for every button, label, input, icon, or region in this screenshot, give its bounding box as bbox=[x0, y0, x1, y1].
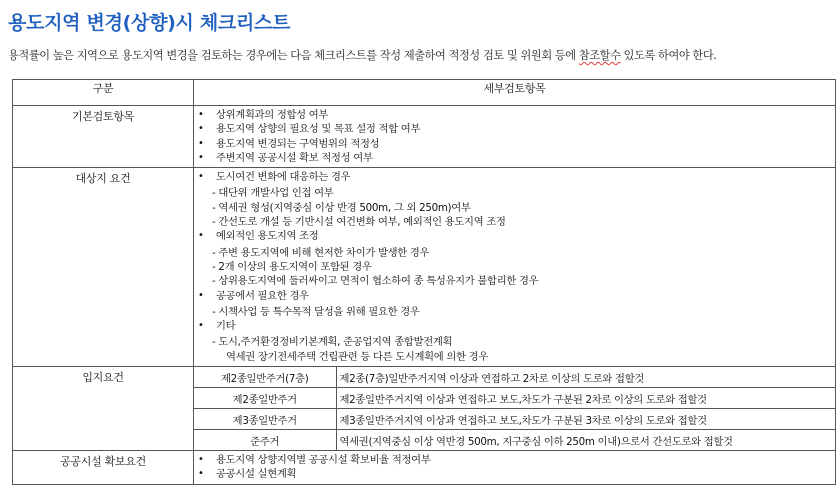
zone-description: 역세권(지역중심 이상 역반경 500m, 지구중심 이하 250m 이내)으로서 간선도로와 접할것 bbox=[336, 430, 835, 451]
header-details: 세부검토항목 bbox=[194, 80, 836, 106]
sub-item: - 대단위 개발사업 인접 여부 bbox=[212, 187, 334, 200]
row-public-facilities bbox=[13, 451, 836, 485]
table-row bbox=[194, 430, 835, 451]
zone-subtable bbox=[194, 367, 835, 450]
sub-item: - 주변 용도지역에 비해 현저한 차이가 발생한 경우 bbox=[212, 246, 430, 259]
category-public-facilities: 공공시설 확보요건 bbox=[13, 451, 194, 485]
category-basic-review: 기본검토항목 bbox=[13, 106, 194, 168]
intro-text-start: 용적률이 높은 지역으로 용도지역 변경을 검토하는 경우에는 다음 체크리스트를 작성 제출하여 적정성 검토 및 위원회 등에 bbox=[8, 49, 579, 62]
row-target-requirements bbox=[13, 168, 836, 367]
row-location-requirements bbox=[13, 367, 836, 451]
list-item: • 상위계획과의 정합성 여부 bbox=[216, 108, 835, 122]
page-title: 용도지역 변경(상향)시 체크리스트 bbox=[8, 12, 291, 34]
list-item: • 기타 bbox=[216, 319, 835, 333]
checklist-table bbox=[12, 79, 836, 485]
sub-item: - 시책사업 등 특수목적 달성을 위해 필요한 경우 bbox=[212, 305, 420, 318]
details-basic-review bbox=[194, 106, 836, 168]
list-item: • 용도지역 상향의 필요성 및 목표 설정 적합 여부 bbox=[216, 122, 835, 136]
intro-text-end: 있도록 하여야 한다. bbox=[620, 49, 717, 62]
sub-item: - 2개 이상의 용도지역이 포함된 경우 bbox=[212, 260, 372, 273]
zone-description: 제2종일반주거지역 이상과 연접하고 보도,차도가 구분된 2차로 이상의 도로와 접할것 bbox=[336, 388, 835, 409]
intro-marked-word: 참조할수 bbox=[578, 49, 621, 62]
zone-name: 제2종일반주거 bbox=[194, 388, 336, 409]
table-header-row bbox=[13, 80, 836, 106]
category-location-requirements: 입지요건 bbox=[13, 367, 194, 451]
list-item: • 주변지역 공공시설 확보 적정성 여부 bbox=[216, 151, 835, 165]
sub-item: - 역세권 형성(지역중심 이상 반경 500m, 그 외 250m)여부 bbox=[212, 201, 471, 214]
zone-description: 제3종일반주거지역 이상과 연접하고 보도,차도가 구분된 3차로 이상의 도로와 접할것 bbox=[336, 409, 835, 430]
list-item: • 예외적인 용도지역 조정 bbox=[216, 229, 835, 243]
list-item: • 용도지역 상향지역별 공공시설 확보비율 적정여부 bbox=[216, 453, 835, 467]
details-target-requirements bbox=[194, 168, 836, 367]
zone-description: 제2종(7층)일반주거지역 이상과 연접하고 2차로 이상의 도로와 접할것 bbox=[336, 367, 835, 388]
details-location-requirements bbox=[194, 367, 836, 451]
list-item: • 용도지역 변경되는 구역범위의 적정성 bbox=[216, 137, 835, 151]
table-row bbox=[194, 409, 835, 430]
table-row bbox=[194, 388, 835, 409]
category-target-requirements: 대상지 요건 bbox=[13, 168, 194, 367]
sub-item: - 상위용도지역에 둘러싸이고 면적이 협소하여 종 특성유지가 불합리한 경우 bbox=[212, 275, 539, 288]
sub-item: 역세권 장기전세주택 건립관련 등 다른 도시계획에 의한 경우 bbox=[226, 350, 488, 363]
list-item: • 도시여건 변화에 대응하는 경우 bbox=[216, 170, 835, 184]
zone-name: 준주거 bbox=[194, 430, 336, 451]
table-row bbox=[194, 367, 835, 388]
intro-paragraph bbox=[8, 47, 836, 63]
zone-name: 제3종일반주거 bbox=[194, 409, 336, 430]
list-item: • 공공시설 실현계획 bbox=[216, 467, 835, 481]
details-public-facilities bbox=[194, 451, 836, 485]
sub-item: - 간선도로 개설 등 기반시설 여건변화 여부, 예외적인 용도지역 조정 bbox=[212, 216, 506, 229]
header-category: 구분 bbox=[13, 80, 194, 106]
list-item: • 공공에서 필요한 경우 bbox=[216, 289, 835, 303]
zone-name: 제2종일반주거(7층) bbox=[194, 367, 336, 388]
row-basic-review bbox=[13, 106, 836, 168]
sub-item: - 도시,주거환경정비기본계획, 준공업지역 종합발전계획 bbox=[212, 336, 453, 349]
